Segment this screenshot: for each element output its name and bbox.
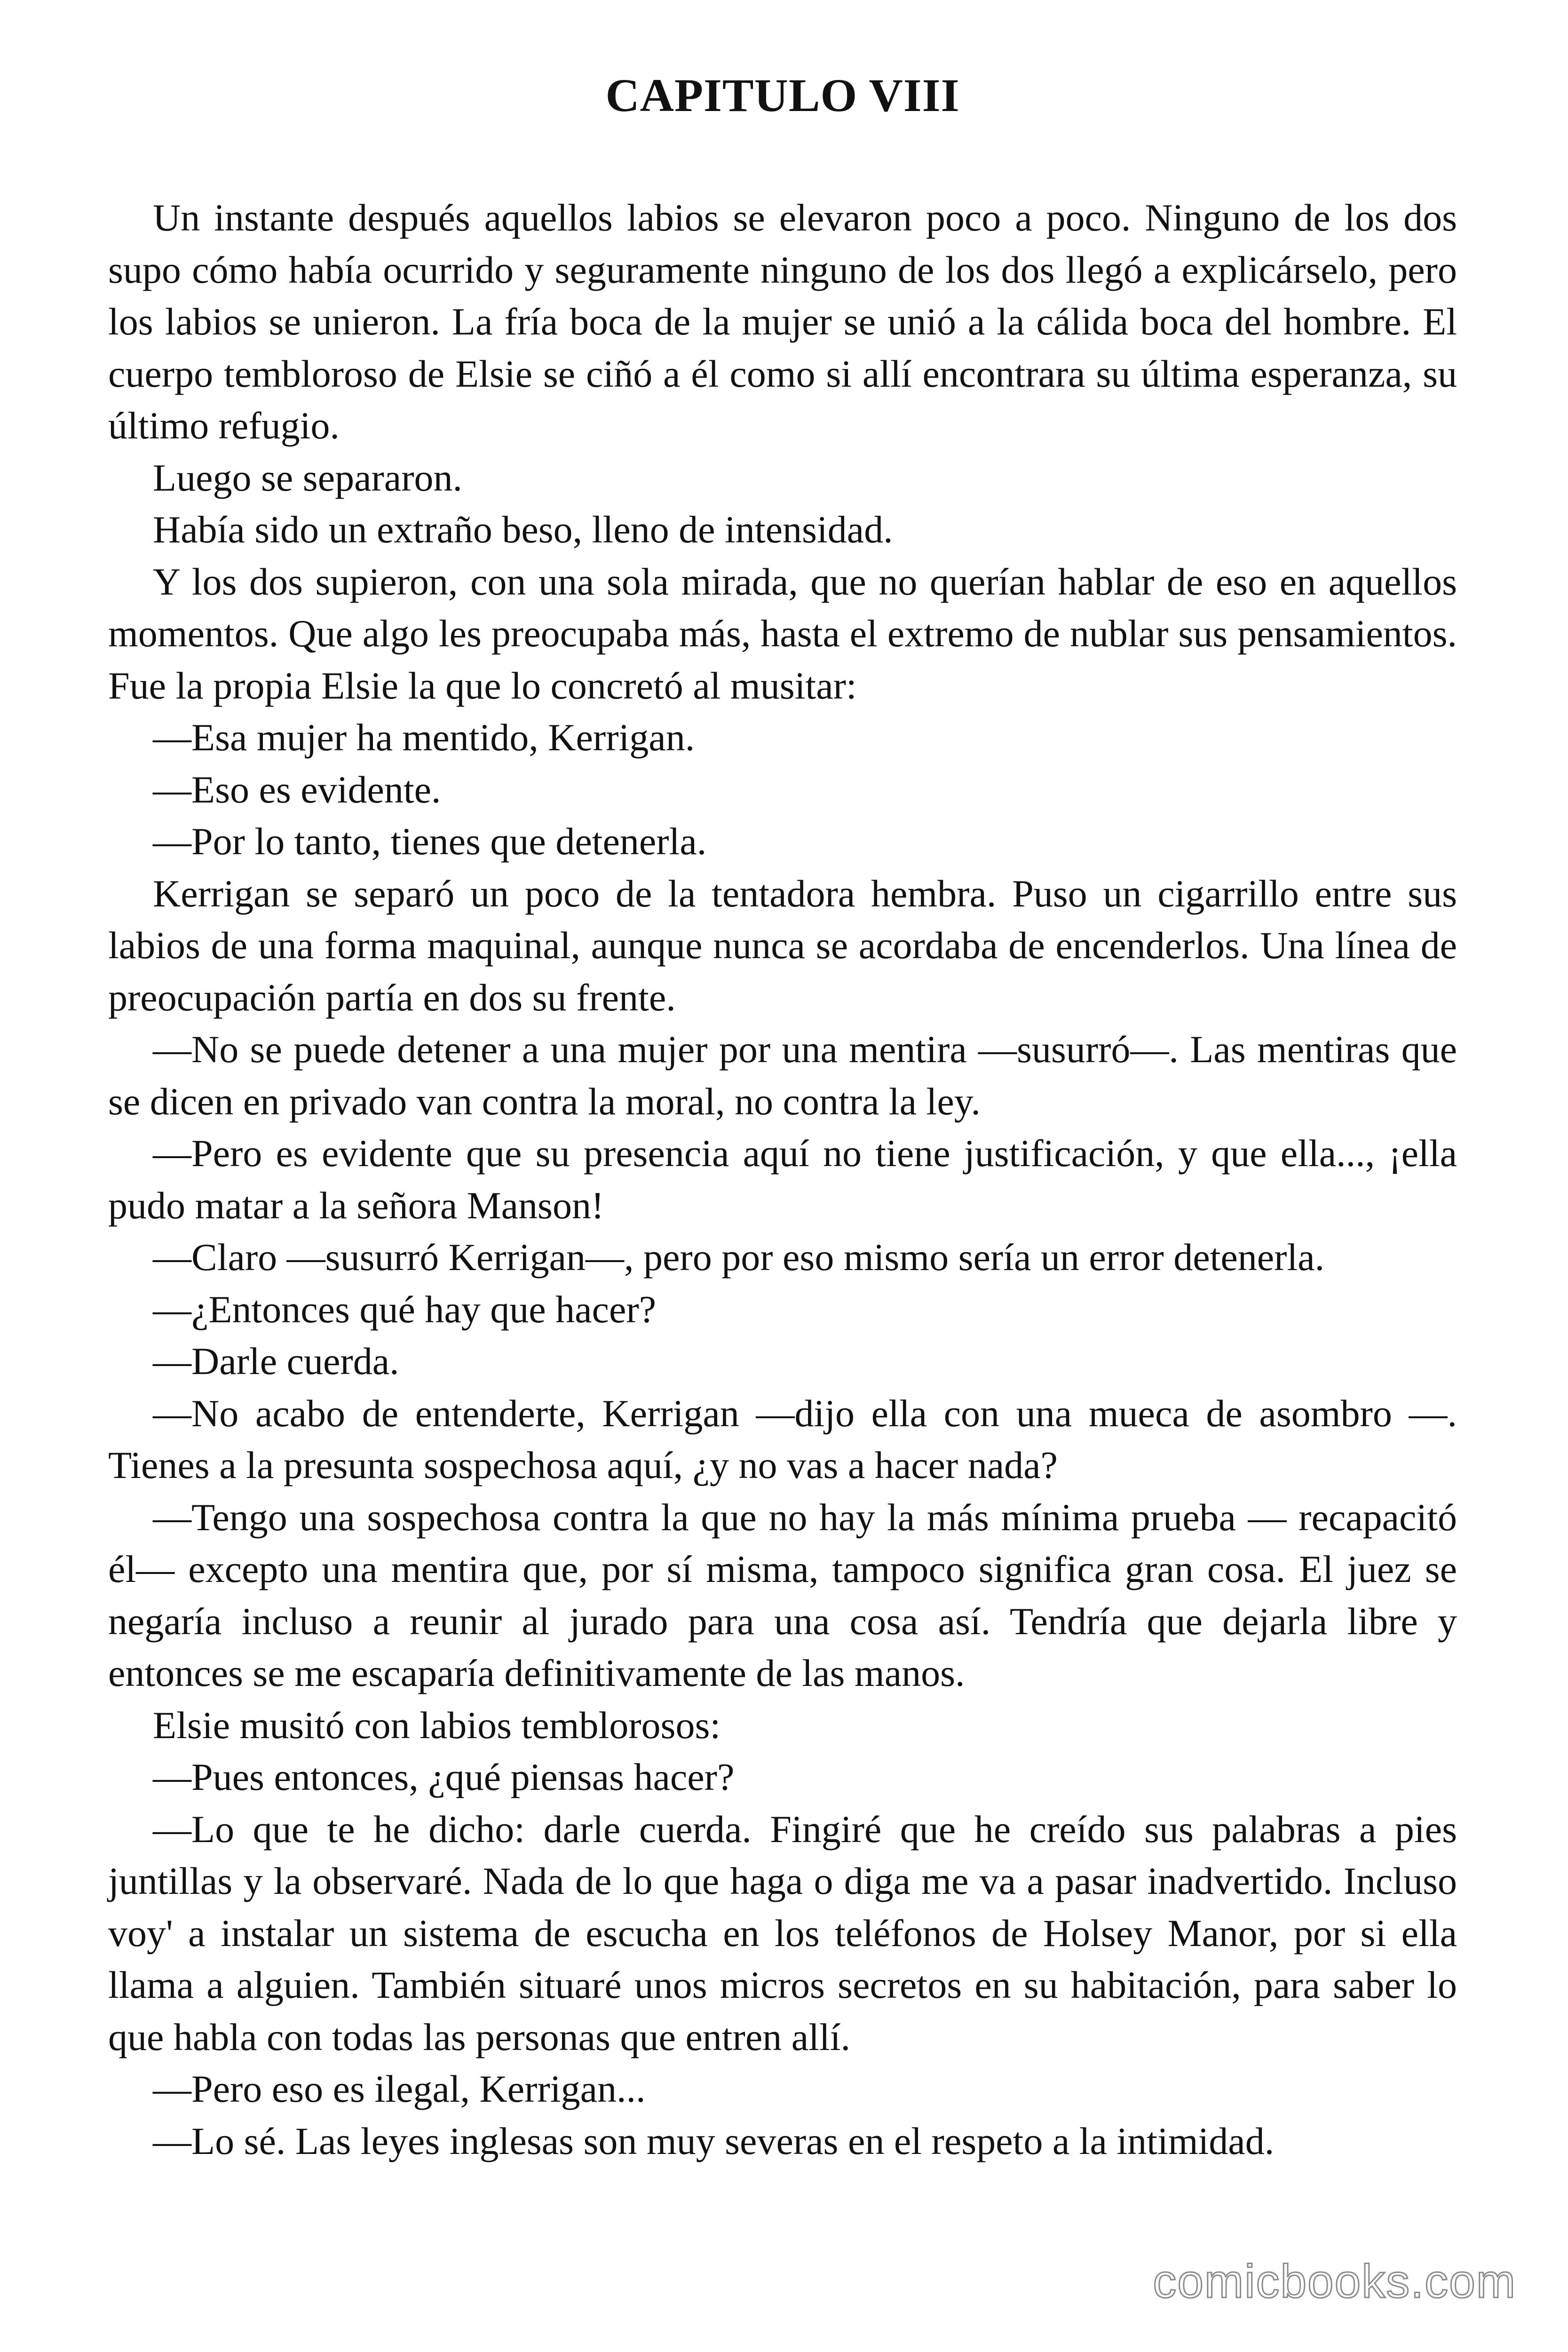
chapter-title: CAPITULO VIII [605, 69, 960, 121]
paragraph: —Pero eso es ilegal, Kerrigan... [153, 2067, 646, 2110]
paragraph: —Lo sé. Las leyes inglesas son muy severas en el respeto a la intimidad. [153, 2119, 1275, 2162]
paragraph: —Eso es evidente. [153, 768, 441, 811]
paragraph: —Esa mujer ha mentido, Kerrigan. [153, 716, 695, 759]
paragraph: —Darle cuerda. [153, 1340, 399, 1383]
paragraph: Elsie musitó con labios temblorosos: [153, 1703, 721, 1747]
paragraph: —No acabo de entenderte, Kerrigan —dijo ella con una mueca de asombro —. Tienes a la presunta sospechosa aquí, ¿y no vas a hacer nada? [108, 1391, 1457, 1486]
paragraph: Kerrigan se separó un poco de la tentadora hembra. Puso un cigarrillo entre sus labios de una forma maquinal, aunque nunca se acordaba de encenderlos. Una línea de preocupación partía en dos su frente. [108, 872, 1457, 1019]
chapter-body [108, 192, 1457, 2167]
paragraph: —Claro —susurró Kerrigan—, pero por eso mismo sería un error detenerla. [153, 1236, 1325, 1279]
paragraph: —Pues entonces, ¿qué piensas hacer? [153, 1756, 735, 1798]
paragraph: Un instante después aquellos labios se elevaron poco a poco. Ninguno de los dos supo cómo había ocurrido y seguramente ninguno de los dos llegó a explicárselo, pero los labios se unieron. La fría boca de la mujer se unió a la cálida boca del hombre. El cuerpo tembloroso de Elsie se ciñó a él como si allí encontrara su última esperanza, su último refugio. [108, 196, 1457, 447]
paragraph: —Tengo una sospechosa contra la que no hay la más mínima prueba — recapacitó él— excepto una mentira que, por sí misma, tampoco significa gran cosa. El juez se negaría incluso a reunir al jurado para una cosa así. Tendría que dejarla libre y entonces se me escaparía definitivamente de las manos. [108, 1495, 1457, 1694]
paragraph: —Por lo tanto, tienes que detenerla. [153, 820, 707, 863]
paragraph: —No se puede detener a una mujer por una mentira —susurró—. Las mentiras que se dicen en privado van contra la moral, no contra la ley. [108, 1028, 1457, 1123]
paragraph: —Pero es evidente que su presencia aquí no tiene justificación, y que ella..., ¡ella pudo matar a la señora Manson! [108, 1132, 1457, 1227]
paragraph: Luego se separaron. [153, 456, 463, 499]
paragraph: —Lo que te he dicho: darle cuerda. Fingiré que he creído sus palabras a pies juntillas y la observaré. Nada de lo que haga o diga me va a pasar inadvertido. Incluso voy' a instalar un sistema de escucha en los teléfonos de Holsey Manor, por si ella llama a alguien. También situaré unos micros secretos en su habitación, para saber lo que habla con todas las personas que entren allí. [108, 1807, 1457, 2058]
paragraph: —¿Entonces qué hay que hacer? [153, 1287, 657, 1331]
paragraph: Había sido un extraño beso, lleno de intensidad. [153, 508, 893, 551]
book-page [108, 0, 1457, 2352]
paragraph: Y los dos supieron, con una sola mirada, que no querían hablar de eso en aquellos momentos. Que algo les preocupaba más, hasta el extremo de nublar sus pensamientos. Fue la propia Elsie la que lo concretó al musitar: [108, 560, 1457, 707]
watermark: comicbooks.com [1153, 2255, 1516, 2308]
